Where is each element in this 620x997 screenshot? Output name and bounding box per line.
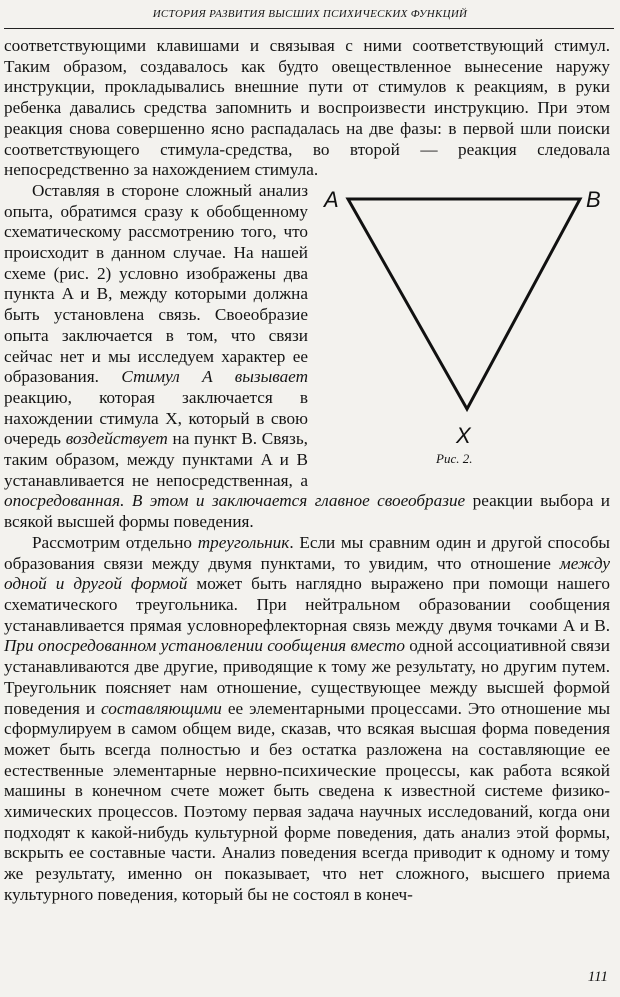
p3-text-4: одной ассоциативной связи устанавливаются две другие, приводящие к тому же результату, но другим путем. Треугольник поясняет нам отношение, существующее между высшей формой поведения и xyxy=(4,636,610,718)
point-a-label: A xyxy=(324,186,339,212)
figure-caption: Рис. 2. xyxy=(436,450,473,466)
p3-italic-3: При опосредованном установлении сообщения вместо xyxy=(4,636,405,656)
header-rule xyxy=(4,28,614,29)
p3-text-3: может быть наглядно выражено при помощи нашего схематического треугольника. При нейтральном образовании сообщения устанавливается прямая условнорефлекторная связь между двумя точками A и B. xyxy=(4,574,610,635)
p2-text-4: реакции выбора и всякой высшей формы поведения. xyxy=(4,491,610,532)
p3-text-5: ее элементарными процессами. Это отношение мы сформулируем в самом общем виде, сказав, что всякая высшая форма поведения может быть всегда полностью и без остатка разложена на составляющие ее естественные элементарные нервно-психические процессы, как работа всякой машины в конечном счете может быть сведена к известной системе физико-химических процессов. Поэтому первая задача научных исследований, когда они подходят к какой-нибудь культурной форме поведения, дать анализ этой формы, вскрыть ее составные части. Анализ поведения всегда приводит к одному и тому же результату, именно он показывает, что нет сложного, высшего приема культурного поведения, который бы не состоял в конеч- xyxy=(4,698,610,904)
p3-text-2: . Если мы сравним один и другой способы образования связи между двумя пунктами, то увидим, что отношение xyxy=(4,532,610,573)
p2-italic-3: опосредованная. В этом и заключается главное своеобразие xyxy=(4,491,466,511)
p3-italic-2: между одной и другой формой xyxy=(4,553,610,594)
p2-text-3: на пункт B. Связь, таким образом, между пунктами A и B устанавливается не непосредственная, а xyxy=(4,429,308,490)
p2-text-2: реакцию, которая заключается в нахождении стимула X, который в свою очередь xyxy=(4,387,308,449)
point-b-label: B xyxy=(586,186,601,212)
page-number: 111 xyxy=(587,969,608,985)
paragraph-3 xyxy=(4,533,610,906)
p3-text-1: Рассмотрим отдельно xyxy=(32,532,198,552)
p2-italic-1: Стимул A вызывает xyxy=(121,367,308,387)
body-text xyxy=(4,36,610,906)
p3-italic-4: составляющими xyxy=(101,698,222,718)
p3-italic-1: треугольник xyxy=(197,532,290,552)
figure-2 xyxy=(318,181,610,483)
p2-italic-2: воздействует xyxy=(65,429,168,449)
point-x-label: X xyxy=(456,422,471,448)
paragraph-1-text: соответствующими клавишами и связывая с ними соответствующий стимул. Таким образом, создавалось как будто овеществленное вынесение наружу инструкции, прокладывались внешние пути от стимулов к реакциям, в руки ребенка давались средства запомнить и воспроизвести инструкцию. При этом реакция снова совершенно ясно распадалась на две фазы: в первой шли поиски соответствующего стимула-средства, во второй — реакция следовала непосредственно за нахождением стимула. xyxy=(4,36,610,180)
triangle-diagram xyxy=(318,181,610,483)
running-header: ИСТОРИЯ РАЗВИТИЯ ВЫСШИХ ПСИХИЧЕСКИХ ФУНКЦИЙ xyxy=(152,8,468,20)
paragraph-continuation-top xyxy=(4,36,610,181)
triangle-shape xyxy=(348,199,580,409)
p2-text-1: Оставляя в стороне сложный анализ опыта, обратимся сразу к обобщенному схематическому рассмотрению того, что происходит в данном случае. На нашей схеме (рис. 2) условно изображены два пункта A и B, между которыми должна быть установлена связь. Своеобразие опыта заключается в том, что связи сейчас нет и мы исследуем характер ее образования. xyxy=(4,180,308,387)
